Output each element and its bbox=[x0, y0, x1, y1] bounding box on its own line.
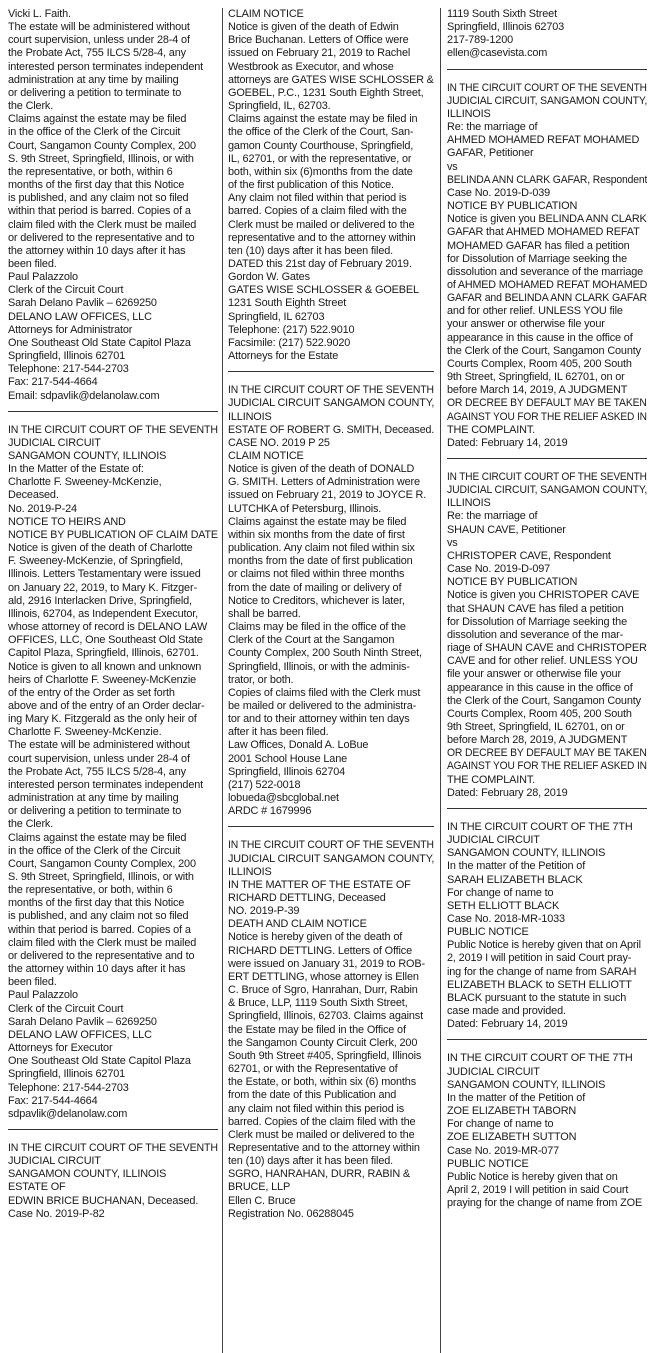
notice-line: issued on February 21, 2019 to Rachel bbox=[228, 47, 411, 60]
notice-line: ten (10) days after it has been filed. bbox=[228, 1155, 394, 1168]
notice-line: CLAIM NOTICE bbox=[228, 8, 304, 20]
notice-line: Clerk of the Circuit Court bbox=[8, 284, 124, 297]
notice-line: In the matter of the Petition of bbox=[447, 1091, 586, 1104]
notice-line: ing Mary K. Fitzgerald as the only heir of bbox=[8, 713, 197, 726]
notice-line: CASE NO. 2019 P 25 bbox=[228, 436, 330, 449]
notice-line: OR DECREE BY DEFAULT MAY BE TAKEN bbox=[447, 747, 647, 760]
notice-line: DEATH AND CLAIM NOTICE bbox=[228, 918, 367, 931]
notice-line: Clerk of the Court at the Sangamon bbox=[228, 634, 395, 647]
notice-line: Springfield, IL 62703 bbox=[228, 310, 325, 323]
notice-line: JUDICIAL CIRCUIT bbox=[447, 1065, 540, 1078]
legal-notice bbox=[447, 8, 647, 61]
legal-notice bbox=[228, 8, 434, 363]
notice-line: Springfield, Illinois 62701 bbox=[8, 1068, 126, 1081]
notice-line: Copies of claims filed with the Clerk must bbox=[228, 686, 421, 699]
notice-line: been filed. bbox=[8, 976, 57, 989]
notice-line: Notice is given of the death of Edwin bbox=[228, 21, 399, 34]
notice-line: Fax: 217-544-4664 bbox=[8, 376, 98, 389]
notice-line: representative and to the attorney within bbox=[228, 231, 416, 244]
notice-line: from the date of mailing or delivery of bbox=[228, 581, 402, 594]
legal-notice bbox=[447, 1052, 647, 1210]
notice-line: Springfield, Illinois, or with the adminis- bbox=[228, 660, 410, 673]
notice-line: ERT DETTLING, whose attorney is Ellen bbox=[228, 970, 419, 983]
notice-line: April 2, 2019 I will petition in said Court bbox=[447, 1183, 629, 1196]
notice-line: SHAUN CAVE, Petitioner bbox=[447, 523, 566, 536]
notice-line: the Estate, or both, within six (6) months bbox=[228, 1076, 417, 1089]
notice-line: file your answer or otherwise file your bbox=[447, 668, 621, 681]
notice-line: Case No. 2018-MR-1033 bbox=[447, 913, 565, 925]
notice-line: the representative, or both, within 6 bbox=[8, 165, 173, 178]
notice-line: Springfield, Illinois 62703 bbox=[447, 21, 565, 34]
notice-line: from the date of this Publication and bbox=[228, 1089, 397, 1102]
notice-line: claim filed with the Clerk must be mailed bbox=[8, 936, 197, 949]
notice-line: DATED this 21st day of February 2019. bbox=[228, 257, 412, 270]
notice-line: In the matter of the Petition of bbox=[447, 860, 586, 873]
notice-line: your answer or otherwise file your bbox=[447, 318, 605, 331]
legal-notice bbox=[447, 82, 647, 450]
notice-line: in the office of the Clerk of the Circuit bbox=[8, 844, 181, 857]
notice-line: ESTATE OF ROBERT G. SMITH, Deceased. bbox=[228, 423, 434, 436]
legal-notice bbox=[8, 1142, 218, 1221]
notice-line: SANGAMON COUNTY, ILLINOIS bbox=[447, 847, 606, 860]
notice-line: Representative and to the attorney within bbox=[228, 1141, 420, 1154]
notice-separator bbox=[8, 1129, 218, 1130]
notice-line: Court, Sangamon County Complex, 200 bbox=[8, 139, 196, 152]
notice-line: 1119 South Sixth Street bbox=[447, 8, 557, 20]
notice-line: or delivered to the representative and to bbox=[8, 949, 195, 962]
notice-line: Case No. 2019-D-097 bbox=[447, 563, 551, 576]
notice-line: lobueda@sbcglobal.net bbox=[228, 792, 339, 805]
notice-line: THE COMPLAINT. bbox=[447, 423, 536, 436]
notice-line: the Clerk of the Court, Sangamon County bbox=[447, 344, 641, 357]
notice-line: for Dissolution of Marriage seeking the bbox=[447, 252, 627, 265]
notice-line: PUBLIC NOTICE bbox=[447, 926, 529, 939]
notice-line: 1231 South Eighth Street bbox=[228, 297, 347, 310]
notice-line: or delivering a petition to terminate to bbox=[8, 86, 182, 99]
notice-line: Re: the marriage of bbox=[447, 510, 538, 523]
notice-line: Notice is given of the death of DONALD bbox=[228, 463, 415, 476]
notice-line: Courts Complex, Room 405, 200 South bbox=[447, 357, 632, 370]
notice-line: RICHARD DETTLING, Deceased bbox=[228, 892, 386, 904]
notice-line: case made and provided. bbox=[447, 1005, 566, 1018]
notice-line: GATES WISE SCHLOSSER & GOEBEL bbox=[228, 284, 419, 297]
notice-line: IN THE CIRCUIT COURT OF THE SEVENTH bbox=[8, 1141, 218, 1154]
legal-notice bbox=[447, 471, 647, 800]
notice-line: NOTICE BY PUBLICATION OF CLAIM DATE bbox=[8, 528, 218, 541]
notice-line: before March 28, 2019, A JUDGMENT bbox=[447, 734, 628, 747]
notice-line: DELANO LAW OFFICES, LLC bbox=[8, 310, 152, 323]
column-2 bbox=[228, 8, 434, 1353]
notice-line: Claims against the estate may be filed bbox=[8, 113, 187, 126]
notice-line: or claims not filed within three months bbox=[228, 568, 405, 581]
notice-line: the Clerk of the Court, Sangamon County bbox=[447, 694, 641, 707]
notice-line: Courts Complex, Room 405, 200 South bbox=[447, 707, 632, 720]
notice-line: whose attorney of record is DELANO LAW bbox=[8, 621, 208, 634]
notice-line: 62701, or with the Representative of bbox=[228, 1063, 398, 1076]
notice-line: Clerk must be mailed or delivered to the bbox=[228, 218, 415, 231]
notice-line: and for other relief. UNLESS YOU file bbox=[447, 305, 623, 318]
notice-line: Attorneys for Administrator bbox=[8, 323, 133, 336]
notice-line: 217-789-1200 bbox=[447, 34, 514, 47]
notice-line: GAFAR that AHMED MOHAMED REFAT bbox=[447, 226, 640, 239]
notice-line: IN THE CIRCUIT COURT OF THE 7TH bbox=[447, 820, 633, 833]
notice-line: after it has been filed. bbox=[228, 726, 329, 739]
notice-line: Notice is hereby given of the death of bbox=[228, 931, 403, 944]
notice-line: ZOE ELIZABETH SUTTON bbox=[447, 1131, 577, 1144]
notice-line: Springfield, Illinois 62704 bbox=[228, 765, 346, 778]
column-divider bbox=[222, 8, 223, 1353]
notice-line: before March 14, 2019, A JUDGMENT bbox=[447, 384, 628, 397]
notice-line: Case No. 2019-D-039 bbox=[447, 186, 551, 199]
notice-line: ing for the change of name from SARAH bbox=[447, 965, 637, 978]
notice-line: court supervision, unless under 28-4 of bbox=[8, 752, 190, 765]
notice-line: SANGAMON COUNTY, ILLINOIS bbox=[8, 1168, 167, 1181]
notice-line: SARAH ELIZABETH BLACK bbox=[447, 873, 583, 886]
notice-line: ald, 2916 Interlacken Drive, Springfield, bbox=[8, 594, 192, 607]
notice-line: within that period is barred. Copies of a bbox=[8, 923, 191, 936]
notice-line: Illinois, 62704, as Independent Executor, bbox=[8, 607, 199, 620]
notice-line: the Probate Act, 755 ILCS 5/28-4, any bbox=[8, 765, 186, 778]
legal-notice bbox=[228, 384, 434, 818]
notice-line: shall be barred. bbox=[228, 607, 301, 620]
notice-line: Ellen C. Bruce bbox=[228, 1194, 296, 1207]
notice-line: (217) 522-0018 bbox=[228, 778, 301, 791]
notice-line: were issued on January 31, 2019 to ROB- bbox=[228, 957, 425, 970]
notice-line: that SHAUN CAVE has filed a petition bbox=[447, 602, 624, 615]
notice-line: Charlotte F. Sweeney-McKenzie. bbox=[8, 726, 162, 739]
notice-line: the office of the Clerk of the Court, San- bbox=[228, 126, 414, 139]
notice-line: Sarah Delano Pavlik – 6269250 bbox=[8, 1015, 157, 1028]
notice-line: the Estate may be filed in the Office of bbox=[228, 1023, 406, 1036]
notice-line: the attorney within 10 days after it has bbox=[8, 963, 186, 976]
notice-line: the Clerk. bbox=[8, 100, 54, 113]
notice-separator bbox=[228, 826, 434, 827]
notice-line: interested person terminates independent bbox=[8, 60, 204, 73]
notice-line: Clerk must be mailed or delivered to the bbox=[228, 1128, 415, 1141]
notice-line: Dated: February 28, 2019 bbox=[447, 786, 568, 799]
notice-line: The estate will be administered without bbox=[8, 739, 190, 752]
notice-line: ILLINOIS bbox=[447, 497, 491, 510]
notice-line: of the first publication of this Notice. bbox=[228, 179, 394, 192]
notice-line: GAFAR and BELINDA ANN CLARK GAFAR bbox=[447, 292, 647, 305]
notice-line: any claim not filed within this period is bbox=[228, 1102, 405, 1115]
notice-line: vs bbox=[447, 160, 458, 173]
notice-line: AHMED MOHAMED REFAT MOHAMED bbox=[447, 134, 640, 147]
notice-line: Law Offices, Donald A. LoBue bbox=[228, 739, 369, 752]
notice-line: IN THE CIRCUIT COURT OF THE SEVENTH bbox=[447, 81, 647, 94]
notice-line: interested person terminates independent bbox=[8, 778, 204, 791]
notice-line: CHRISTOPER CAVE, Respondent bbox=[447, 549, 611, 562]
notice-line: publication. Any claim not filed within six bbox=[228, 542, 415, 555]
notice-line: S. 9th Street, Springfield, Illinois, or with bbox=[8, 871, 194, 883]
notice-line: IL, 62701, or with the representative, or bbox=[228, 152, 412, 165]
notice-line: Registration No. 06288045 bbox=[228, 1207, 354, 1220]
notice-line: SANGAMON COUNTY, ILLINOIS bbox=[8, 450, 167, 462]
notice-line: IN THE CIRCUIT COURT OF THE 7TH bbox=[447, 1052, 633, 1065]
notice-line: Notice is given of the death of Charlotte bbox=[8, 542, 193, 555]
notice-line: Clerk of the Circuit Court bbox=[8, 1002, 124, 1015]
notice-separator bbox=[8, 411, 218, 412]
notice-line: F. Sweeney-McKenzie, of Springfield, bbox=[8, 555, 183, 568]
notice-line: Facsimile: (217) 522.9020 bbox=[228, 336, 351, 349]
notice-line: BLACK pursuant to the statute in such bbox=[447, 991, 627, 1004]
notice-line: IN THE CIRCUIT COURT OF THE SEVENTH bbox=[8, 423, 218, 436]
notice-line: administration at any time by mailing bbox=[8, 73, 179, 86]
notice-line: IN THE CIRCUIT COURT OF THE SEVENTH bbox=[228, 839, 434, 852]
notice-line: Notice to Creditors, whichever is later, bbox=[228, 594, 405, 607]
notice-line: sdpavlik@delanolaw.com bbox=[8, 1107, 128, 1120]
notice-line: JUDICIAL CIRCUIT bbox=[447, 834, 540, 847]
notice-separator bbox=[447, 1039, 647, 1040]
notice-line: ellen@casevista.com bbox=[447, 47, 548, 60]
notice-line: In the Matter of the Estate of: bbox=[8, 463, 144, 476]
notice-line: MOHAMED GAFAR has filed a petition bbox=[447, 239, 630, 252]
notice-line: months from the date of first publication bbox=[228, 555, 413, 568]
notice-line: Claims against the estate may be filed bbox=[8, 831, 187, 844]
notice-line: Sarah Delano Pavlik – 6269250 bbox=[8, 297, 157, 310]
notice-line: claim filed with the Clerk must be mailed bbox=[8, 218, 197, 231]
notice-line: ESTATE OF bbox=[8, 1181, 66, 1194]
notice-line: JUDICIAL CIRCUIT bbox=[8, 436, 101, 449]
notice-line: within six months from the date of first bbox=[228, 528, 405, 541]
notice-line: Notice is given to all known and unknown bbox=[8, 660, 202, 673]
notice-line: One Southeast Old State Capitol Plaza bbox=[8, 336, 191, 349]
notice-line: is published, and any claim not so filed bbox=[8, 910, 189, 923]
notice-line: Notice is given you CHRISTOPER CAVE bbox=[447, 589, 640, 602]
notice-line: been filed. bbox=[8, 257, 57, 270]
notice-line: ILLINOIS bbox=[228, 410, 272, 423]
notice-line: ILLINOIS bbox=[228, 865, 272, 878]
notice-line: For change of name to bbox=[447, 1118, 554, 1131]
notice-line: the Clerk. bbox=[8, 818, 54, 831]
notice-line: 2001 School House Lane bbox=[228, 752, 348, 765]
notice-line: No. 2019-P-24 bbox=[8, 502, 77, 515]
notice-line: court supervision, unless under 28-4 of bbox=[8, 34, 190, 47]
notice-line: on January 22, 2019, to Mary K. Fitzger- bbox=[8, 581, 197, 594]
notice-line: Telephone: 217-544-2703 bbox=[8, 363, 129, 376]
notice-line: of AHMED MOHAMED REFAT MOHAMED bbox=[447, 278, 647, 291]
notice-line: DELANO LAW OFFICES, LLC bbox=[8, 1028, 152, 1041]
notice-line: One Southeast Old State Capitol Plaza bbox=[8, 1055, 191, 1068]
notice-line: in the office of the Clerk of the Circuit bbox=[8, 126, 181, 139]
notice-line: Case No. 2019-MR-077 bbox=[447, 1144, 560, 1157]
notice-line: barred. Copies of the claim filed with the bbox=[228, 1115, 416, 1128]
notice-line: Paul Palazzolo bbox=[8, 989, 78, 1002]
notice-line: Court, Sangamon County Complex, 200 bbox=[8, 857, 196, 870]
notice-line: South 9th Street #405, Springfield, Illinois bbox=[228, 1049, 422, 1062]
notice-line: ELIZABETH BLACK to SETH ELLIOTT bbox=[447, 978, 632, 991]
notice-line: Attorneys for the Estate bbox=[228, 350, 339, 363]
notice-line: For change of name to bbox=[447, 886, 554, 899]
notice-line: tor and to their attorney within ten days bbox=[228, 713, 410, 726]
notice-line: NOTICE BY PUBLICATION bbox=[447, 200, 578, 213]
notice-line: Springfield, Illinois, 62703. Claims against bbox=[228, 1010, 423, 1023]
notice-line: Springfield, Illinois 62701 bbox=[8, 350, 126, 363]
notice-line: Westbrook as Executor, and whose bbox=[228, 60, 394, 73]
notice-line: THE COMPLAINT. bbox=[447, 773, 536, 786]
notice-line: gamon County Courthouse, Springfield, bbox=[228, 139, 414, 152]
notice-line: IN THE CIRCUIT COURT OF THE SEVENTH bbox=[228, 384, 434, 397]
notice-line: RICHARD DETTLING. Letters of Office bbox=[228, 944, 412, 957]
notice-line: SANGAMON COUNTY, ILLINOIS bbox=[447, 1078, 606, 1091]
notice-line: 2, 2019 I will petition in said Court pray- bbox=[447, 952, 632, 965]
notice-line: is published, and any claim not so filed bbox=[8, 192, 189, 205]
notice-line: NOTICE TO HEIRS AND bbox=[8, 515, 126, 528]
notice-line: OFFICES, LLC, One Southeast Old State bbox=[8, 634, 203, 647]
notice-line: The estate will be administered without bbox=[8, 21, 190, 34]
notice-line: be mailed or delivered to the administra- bbox=[228, 699, 417, 712]
notice-line: appearance in this cause in the office of bbox=[447, 331, 633, 344]
notice-line: Notice is given you BELINDA ANN CLARK bbox=[447, 213, 647, 226]
notice-line: S. 9th Street, Springfield, Illinois, or with bbox=[8, 152, 194, 165]
notice-line: AGAINST YOU FOR THE RELIEF ASKED IN bbox=[447, 410, 647, 423]
notice-line: heirs of Charlotte F. Sweeney-McKenzie bbox=[8, 673, 196, 686]
notice-line: BRUCE, LLP bbox=[228, 1181, 291, 1194]
notice-line: IN THE CIRCUIT COURT OF THE SEVENTH bbox=[447, 471, 647, 483]
notice-line: G. SMITH. Letters of Administration were bbox=[228, 476, 420, 489]
notice-line: Dated: February 14, 2019 bbox=[447, 436, 568, 449]
notice-line: County Complex, 200 South Ninth Street, bbox=[228, 647, 422, 660]
notice-line: issued on February 21, 2019 to JOYCE R. bbox=[228, 489, 427, 502]
column-1 bbox=[8, 8, 218, 1353]
notice-line: Charlotte F. Sweeney-McKenzie, bbox=[8, 476, 162, 489]
notice-separator bbox=[447, 69, 647, 70]
notice-line: EDWIN BRICE BUCHANAN, Deceased. bbox=[8, 1194, 199, 1207]
notice-line: vs bbox=[447, 536, 458, 549]
notice-line: Springfield, IL, 62703. bbox=[228, 100, 331, 113]
notice-line: dissolution and severance of the mar- bbox=[447, 628, 624, 641]
notice-line: 9th Street, Springfield, IL 62701, on or bbox=[447, 720, 625, 733]
notice-separator bbox=[447, 458, 647, 459]
notice-line: Fax: 217-544-4664 bbox=[8, 1094, 98, 1107]
notice-separator bbox=[228, 371, 434, 372]
notice-line: AGAINST YOU FOR THE RELIEF ASKED IN bbox=[447, 760, 647, 773]
notice-line: PUBLIC NOTICE bbox=[447, 1157, 529, 1170]
column-3 bbox=[447, 8, 647, 1353]
notice-line: Telephone: (217) 522.9010 bbox=[228, 323, 355, 336]
notice-line: CLAIM NOTICE bbox=[228, 450, 304, 462]
notice-line: Deceased. bbox=[8, 489, 59, 502]
notice-line: Case No. 2019-P-82 bbox=[8, 1207, 105, 1220]
notice-line: IN THE MATTER OF THE ESTATE OF bbox=[228, 878, 411, 891]
notice-line: attorneys are GATES WISE SCHLOSSER & bbox=[228, 73, 434, 86]
notice-line: SGRO, HANRAHAN, DURR, RABIN & bbox=[228, 1168, 411, 1181]
notice-line: Vicki L. Faith. bbox=[8, 8, 71, 20]
notice-line: JUDICIAL CIRCUIT, SANGAMON COUNTY, bbox=[447, 484, 647, 497]
notice-line: Paul Palazzolo bbox=[8, 271, 78, 284]
legal-notice bbox=[8, 424, 218, 1121]
notice-line: Re: the marriage of bbox=[447, 121, 538, 134]
notice-line: riage of SHAUN CAVE and CHRISTOPER bbox=[447, 642, 647, 655]
notice-line: months of the first day that this Notice bbox=[8, 179, 185, 192]
notice-line: 9th Street, Springfield, IL 62701, on or bbox=[447, 371, 625, 384]
notice-line: barred. Copies of a claim filed with the bbox=[228, 205, 407, 218]
notice-line: or delivering a petition to terminate to bbox=[8, 805, 182, 818]
notice-line: JUDICIAL CIRCUIT SANGAMON COUNTY, bbox=[228, 397, 434, 410]
notice-line: Public Notice is hereby given that on bbox=[447, 1170, 618, 1183]
notice-line: praying for the change of name from ZOE bbox=[447, 1197, 643, 1210]
notice-line: trator, or both. bbox=[228, 673, 294, 686]
notice-line: Dated: February 14, 2019 bbox=[447, 1018, 568, 1031]
notice-line: Claims may be filed in the office of the bbox=[228, 621, 406, 634]
notice-line: Gordon W. Gates bbox=[228, 271, 310, 284]
notice-line: JUDICIAL CIRCUIT bbox=[8, 1155, 101, 1168]
notice-line: appearance in this cause in the office of bbox=[447, 681, 633, 694]
notice-line: NOTICE BY PUBLICATION bbox=[447, 576, 578, 589]
notice-line: or delivered to the representative and to bbox=[8, 231, 195, 244]
legal-notice bbox=[447, 821, 647, 1032]
notice-line: ZOE ELIZABETH TABORN bbox=[447, 1105, 577, 1118]
legal-notice bbox=[8, 8, 218, 403]
notice-line: the Probate Act, 755 ILCS 5/28-4, any bbox=[8, 47, 186, 60]
notice-line: the Sangamon County Circuit Clerk, 200 bbox=[228, 1036, 418, 1049]
notice-line: & Bruce, LLP, 1119 South Sixth Street, bbox=[228, 997, 408, 1010]
notice-line: Claims against the estate may be filed in bbox=[228, 113, 418, 126]
notice-line: CAVE and for other relief. UNLESS YOU bbox=[447, 655, 638, 668]
notice-line: GAFAR, Petitioner bbox=[447, 147, 534, 160]
legal-notice bbox=[228, 839, 434, 1221]
notice-line: the representative, or both, within 6 bbox=[8, 884, 173, 897]
notice-line: NO. 2019-P-39 bbox=[228, 905, 300, 918]
notice-line: Brice Buchanan. Letters of Office were bbox=[228, 34, 409, 47]
notice-line: ILLINOIS bbox=[447, 107, 491, 120]
notice-line: BELINDA ANN CLARK GAFAR, Respondent bbox=[447, 173, 647, 186]
notice-separator bbox=[447, 808, 647, 809]
notice-line: dissolution and severance of the marriage bbox=[447, 265, 644, 278]
notice-line: Attorneys for Executor bbox=[8, 1042, 113, 1055]
notice-line: OR DECREE BY DEFAULT MAY BE TAKEN bbox=[447, 397, 647, 410]
column-divider bbox=[440, 8, 441, 1353]
notice-line: Any claim not filed within that period is bbox=[228, 192, 407, 205]
notice-line: C. Bruce of Sgro, Hanrahan, Durr, Rabin bbox=[228, 984, 418, 997]
notice-line: above and of the entry of an Order declar- bbox=[8, 699, 205, 712]
notice-line: for Dissolution of Marriage seeking the bbox=[447, 615, 627, 628]
notice-line: administration at any time by mailing bbox=[8, 792, 179, 805]
notice-line: GOEBEL, P.C., 1231 South Eighth Street, bbox=[228, 86, 424, 99]
notice-line: JUDICIAL CIRCUIT SANGAMON COUNTY, bbox=[228, 852, 434, 865]
notice-line: Email: sdpavlik@delanolaw.com bbox=[8, 389, 160, 402]
notice-line: months of the first day that this Notice bbox=[8, 897, 185, 910]
notice-line: Illinois. Letters Testamentary were issued bbox=[8, 568, 201, 581]
notice-line: JUDICIAL CIRCUIT, SANGAMON COUNTY, bbox=[447, 94, 647, 107]
notice-line: of the entry of the Order as set forth bbox=[8, 686, 175, 699]
notice-line: ten (10) days after it has been filed. bbox=[228, 244, 394, 257]
notice-line: Claims against the estate may be filed bbox=[228, 515, 407, 528]
notice-line: Capitol Plaza, Springfield, Illinois, 62701. bbox=[8, 647, 199, 660]
notice-line: ARDC # 1679996 bbox=[228, 805, 312, 818]
notice-line: Public Notice is hereby given that on April bbox=[447, 939, 641, 952]
notice-line: Telephone: 217-544-2703 bbox=[8, 1081, 129, 1094]
notice-line: the attorney within 10 days after it has bbox=[8, 244, 186, 257]
notice-line: both, within six (6)months from the date bbox=[228, 165, 413, 178]
notice-line: LUTCHKA of Petersburg, Illinois. bbox=[228, 502, 382, 515]
notice-line: SETH ELLIOTT BLACK bbox=[447, 899, 560, 912]
notice-line: within that period is barred. Copies of a bbox=[8, 205, 191, 218]
